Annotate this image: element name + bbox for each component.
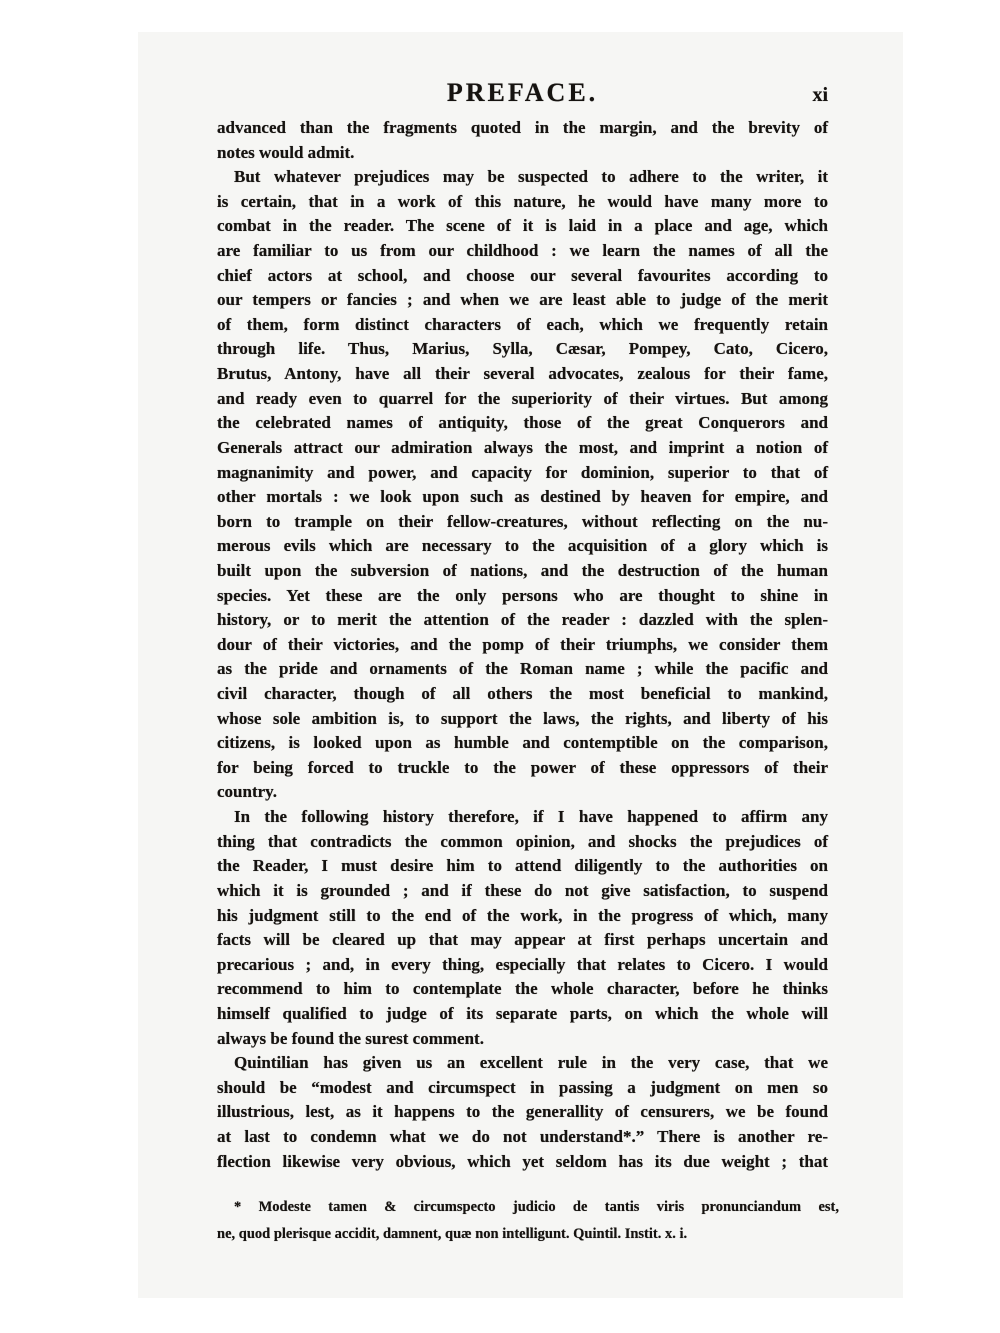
text-line: citizens, is looked upon as humble and contemptible on the comparison, <box>217 733 828 753</box>
text-line: flection likewise very obvious, which yet seldom has its due weight ; that <box>217 1151 828 1171</box>
text-line: built upon the subversion of nations, and the destruction of the human <box>217 560 828 580</box>
text-line: born to trample on their fellow-creatures, without reflecting on the nu- <box>217 511 828 531</box>
text-line: whose sole ambition is, to support the laws, the rights, and liberty of his <box>217 708 828 728</box>
text-line: should be “modest and circumspect in passing a judgment on men so <box>217 1077 828 1097</box>
text-line: history, or to merit the attention of the reader : dazzled with the splen- <box>217 610 828 630</box>
body-text <box>217 116 828 1174</box>
text-line: as the pride and ornaments of the Roman name ; while the pacific and <box>217 659 828 679</box>
text-line: thing that contradicts the common opinion, and shocks the prejudices of <box>217 831 828 851</box>
text-line: Generals attract our admiration always the most, and imprint a notion of <box>217 437 828 457</box>
page-header <box>217 78 828 108</box>
text-line: precarious ; and, in every thing, especially that relates to Cicero. I would <box>217 954 828 974</box>
footnote-line: * Modeste tamen & circumspecto judicio de tantis viris pronunciandum est, <box>234 1199 839 1215</box>
text-line: merous evils which are necessary to the acquisition of a glory which is <box>217 536 828 556</box>
page-number: xi <box>812 84 828 106</box>
text-line: species. Yet these are the only persons who are thought to shine in <box>217 585 828 605</box>
text-line: the Reader, I must desire him to attend diligently to the authorities on <box>217 856 828 876</box>
text-line: the celebrated names of antiquity, those of the great Conquerors and <box>217 413 828 433</box>
text-line: always be found the surest comment. <box>217 1028 484 1048</box>
text-line: through life. Thus, Marius, Sylla, Cæsar, Pompey, Cato, Cicero, <box>217 339 828 359</box>
text-line: is certain, that in a work of this nature, he would have many more to <box>217 191 828 211</box>
text-line: and ready even to quarrel for the superiority of their virtues. But among <box>217 388 828 408</box>
text-line: our tempers or fancies ; and when we are least able to judge of the merit <box>217 290 828 310</box>
text-line: country. <box>217 782 277 802</box>
text-line: In the following history therefore, if I have happened to affirm any <box>234 807 828 827</box>
text-line: his judgment still to the end of the work, in the progress of which, many <box>217 905 828 925</box>
text-line: are familiar to us from our childhood : we learn the names of all the <box>217 241 828 261</box>
page-title: PREFACE. <box>446 78 599 107</box>
footnote <box>217 1194 839 1247</box>
text-line: illustrious, lest, as it happens to the generallity of censurers, we be found <box>217 1102 828 1122</box>
text-line: advanced than the fragments quoted in the margin, and the brevity of <box>217 118 828 137</box>
text-line: dour of their victories, and the pomp of their triumphs, we consider them <box>217 634 828 654</box>
text-line: chief actors at school, and choose our several favourites according to <box>217 265 828 285</box>
text-line: other mortals : we look upon such as destined by heaven for empire, and <box>217 487 828 507</box>
text-line: notes would admit. <box>217 142 355 162</box>
text-line: which it is grounded ; and if these do not give satisfaction, to suspend <box>217 880 828 900</box>
text-line: Quintilian has given us an excellent rule in the very case, that we <box>234 1053 828 1073</box>
text-line: magnanimity and power, and capacity for dominion, superior to that of <box>217 462 828 482</box>
text-line: Brutus, Antony, have all their several advocates, zealous for their fame, <box>217 364 828 384</box>
text-line: for being forced to truckle to the power of these oppressors of their <box>217 757 828 777</box>
text-line: civil character, though of all others the most beneficial to mankind, <box>217 684 828 704</box>
text-line: recommend to him to contemplate the whole character, before he thinks <box>217 979 828 999</box>
text-line: at last to condemn what we do not understand*.” There is another re- <box>217 1126 828 1146</box>
text-line: of them, form distinct characters of each, which we frequently retain <box>217 314 828 334</box>
text-line: facts will be cleared up that may appear at first perhaps uncertain and <box>217 930 828 950</box>
footnote-line: ne, quod plerisque accidit, damnent, quæ non intelligunt. Quintil. Instit. x. i. <box>217 1225 688 1242</box>
text-line: combat in the reader. The scene of it is laid in a place and age, which <box>217 216 828 236</box>
text-line: himself qualified to judge of its separate parts, on which the whole will <box>217 1003 828 1023</box>
text-line: But whatever prejudices may be suspected to adhere to the writer, it <box>234 167 828 187</box>
